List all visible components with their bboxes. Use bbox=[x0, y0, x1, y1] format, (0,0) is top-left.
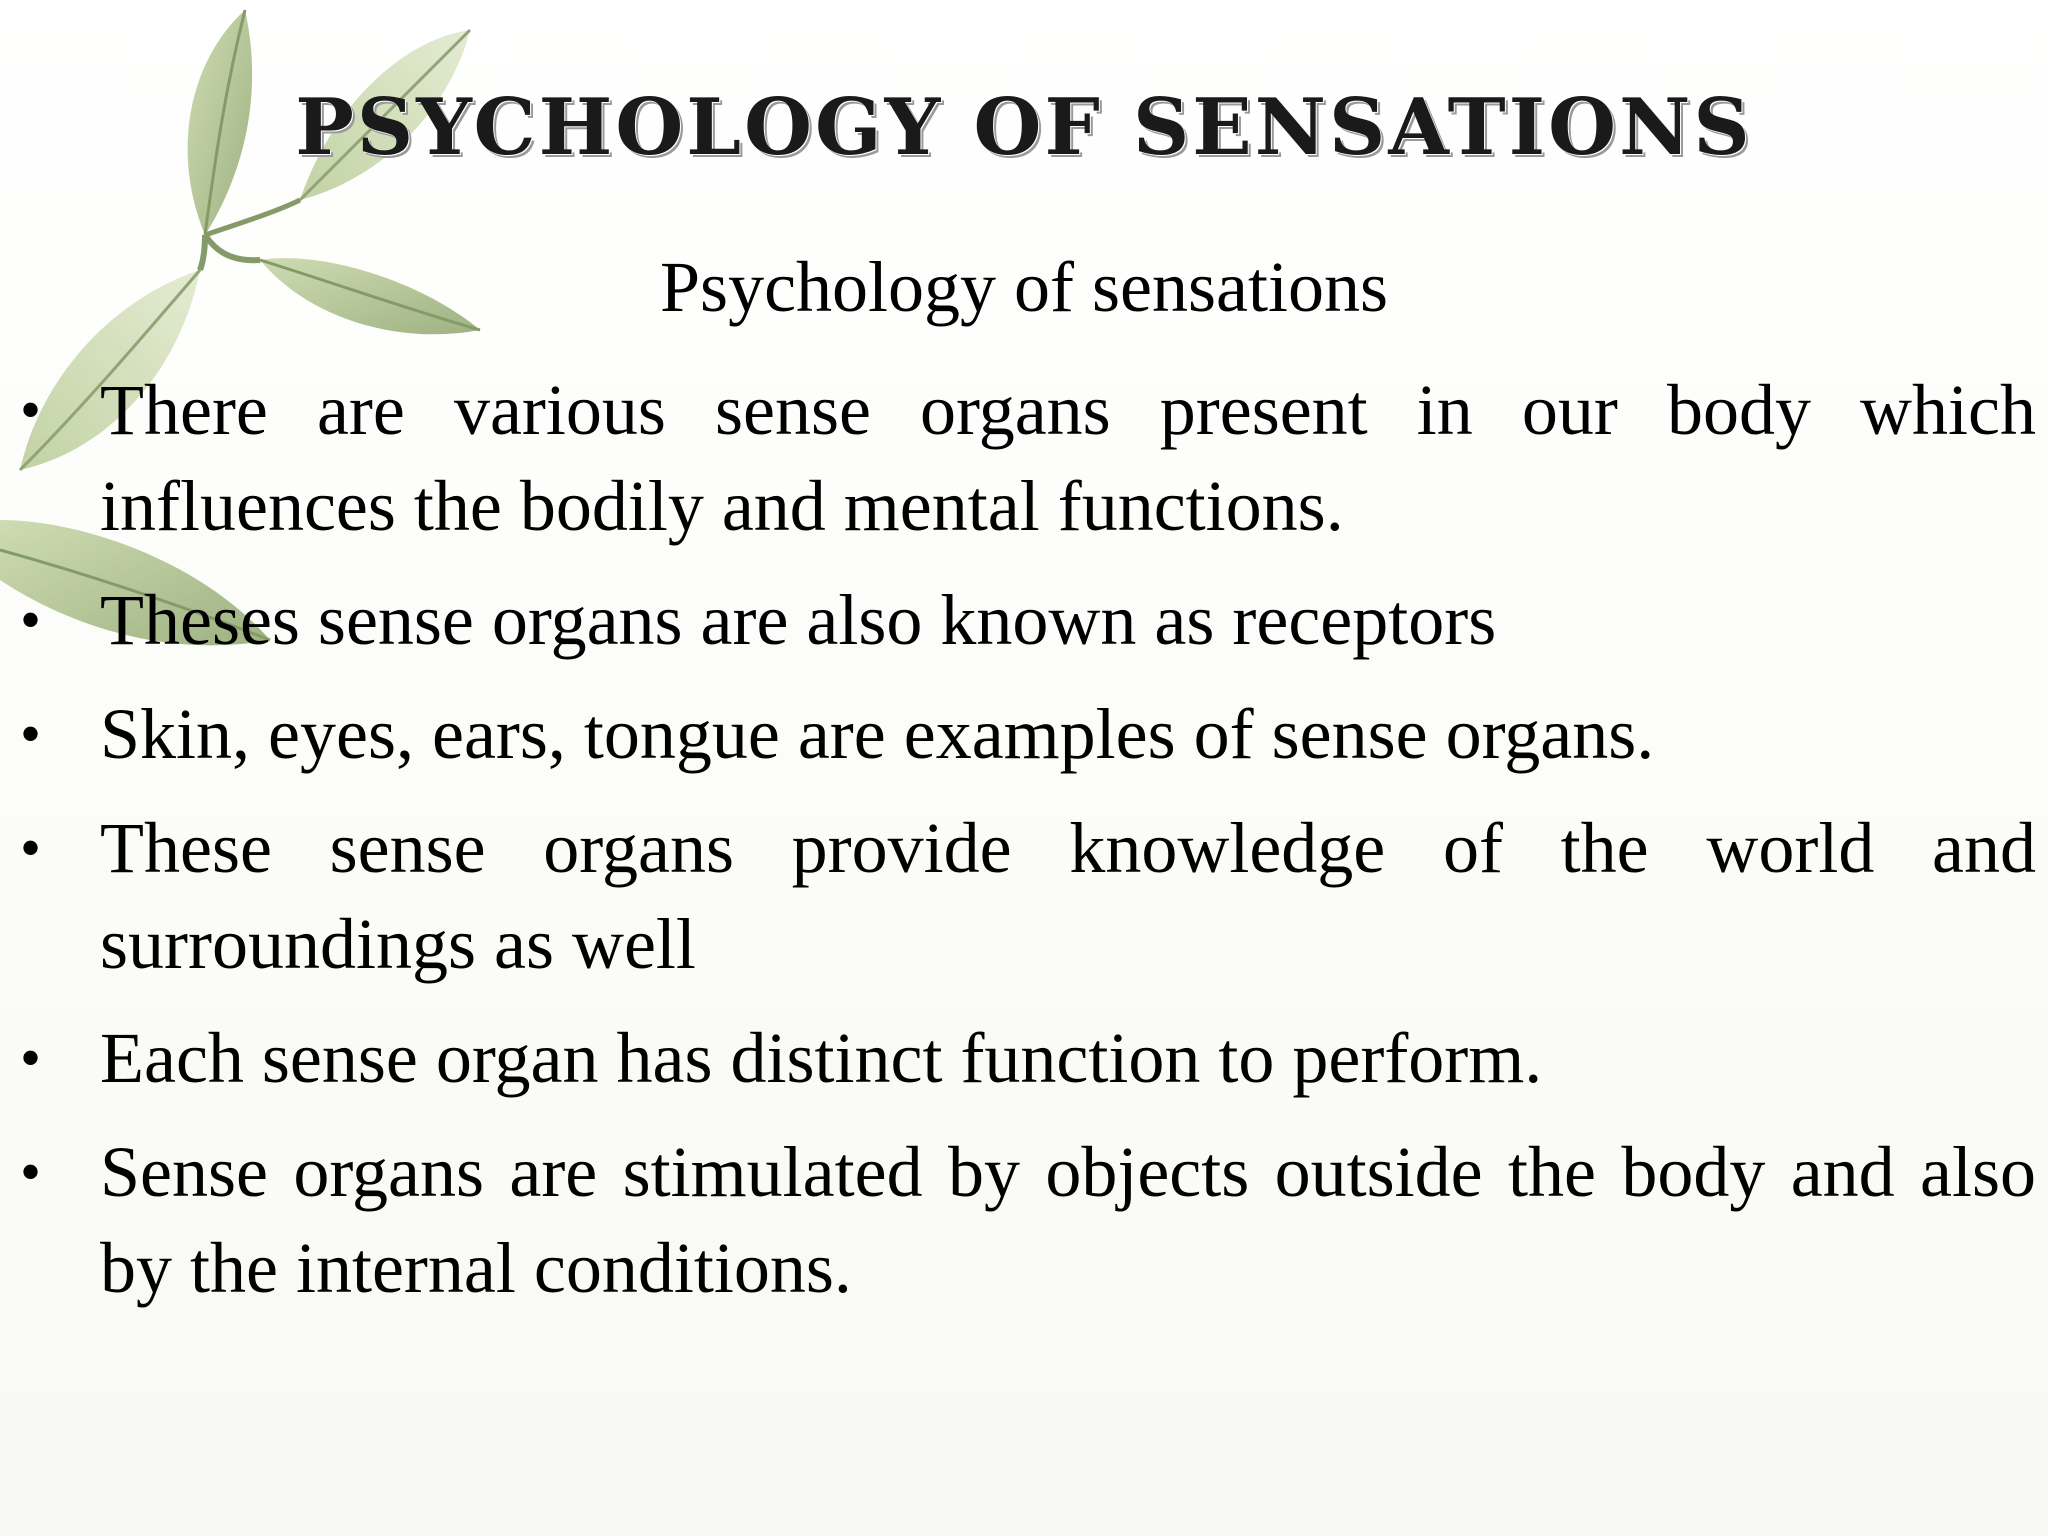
bullet-item bbox=[0, 800, 2036, 992]
bullet-text: Each sense organ has distinct function to perform. bbox=[100, 1018, 1543, 1098]
bullet-text: Sense organs are stimulated by objects outside the body and also by the internal conditions. bbox=[100, 1132, 2036, 1308]
bullet-item bbox=[0, 362, 2036, 554]
bullet-icon: • bbox=[20, 1025, 42, 1091]
bullet-item bbox=[0, 1010, 2036, 1106]
bullet-item bbox=[0, 686, 2036, 782]
bullet-item bbox=[0, 1124, 2036, 1316]
bullet-text: Theses sense organs are also known as receptors bbox=[100, 580, 1497, 660]
slide-title: PSYCHOLOGY OF SENSATIONS bbox=[295, 82, 1753, 173]
bullet-icon: • bbox=[20, 1139, 42, 1205]
bullet-icon: • bbox=[20, 377, 42, 443]
bullet-icon: • bbox=[20, 815, 42, 881]
bullet-text: These sense organs provide knowledge of the world and surroundings as well bbox=[100, 808, 2036, 984]
bullet-icon: • bbox=[20, 701, 42, 767]
bullet-icon: • bbox=[20, 587, 42, 653]
bullet-item bbox=[0, 572, 2036, 668]
bullet-list bbox=[0, 362, 2036, 1334]
slide-subtitle: Psychology of sensations bbox=[660, 247, 1388, 327]
bullet-text: Skin, eyes, ears, tongue are examples of sense organs. bbox=[100, 694, 1655, 774]
bullet-text: There are various sense organs present in our body which influences the bodily and mental functions. bbox=[100, 370, 2036, 546]
